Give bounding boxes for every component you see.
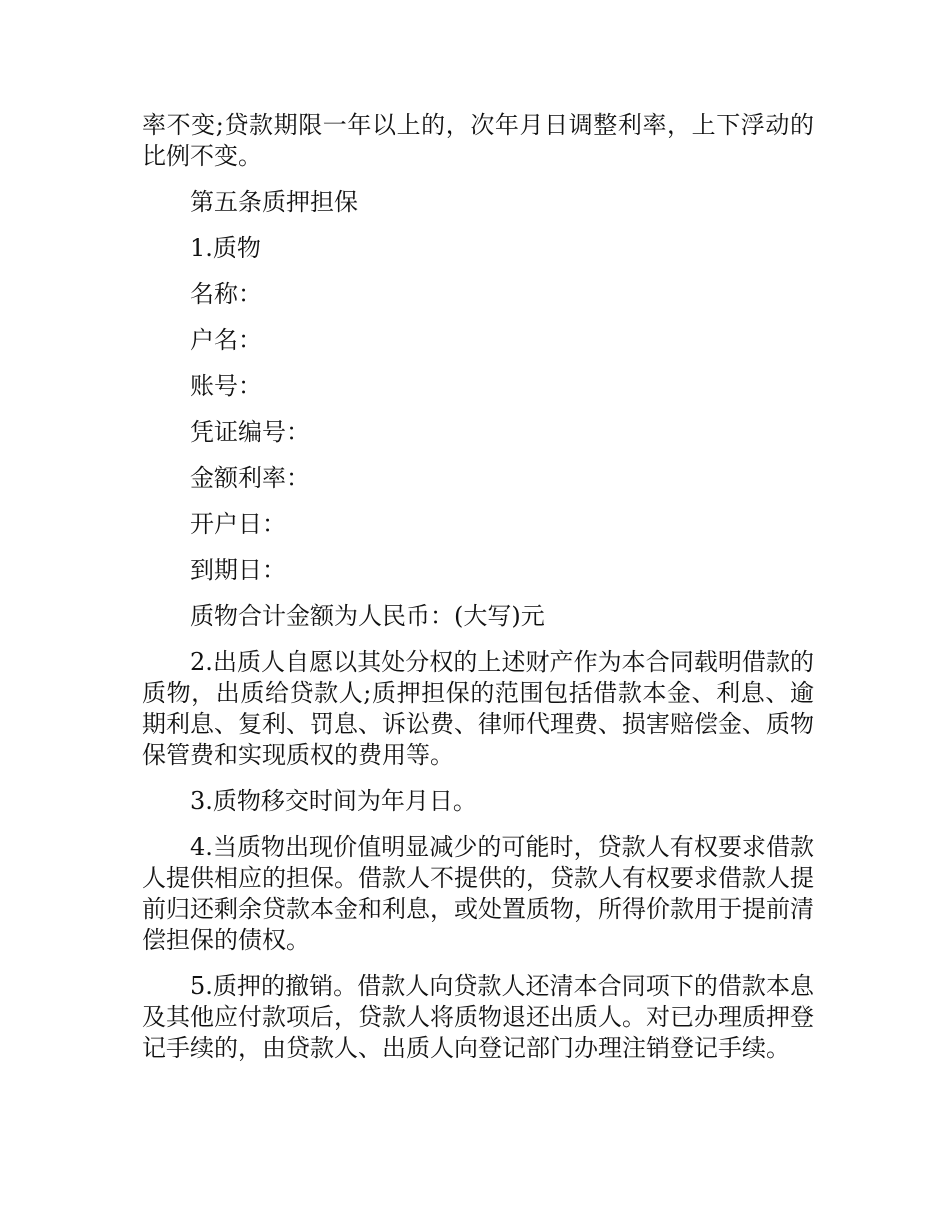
field-name: 名称：	[190, 280, 262, 308]
field-amount-rate: 金额利率：	[190, 464, 310, 492]
field-account-name: 户名：	[190, 326, 262, 354]
item-pledge-revocation: 5.质押的撤销。借款人向贷款人还清本合同项下的借款本息及其他应付款项后，贷款人将质物退还出质人。对已办理质押登记手续的，由贷款人、出质人向登记部门办理注销登记手续。	[142, 972, 814, 1062]
section-heading-article-5: 第五条质押担保	[190, 188, 358, 216]
item-value-decrease: 4.当质物出现价值明显减少的可能时，贷款人有权要求借款人提供相应的担保。借款人不提供的，贷款人有权要求借款人提前归还剩余贷款本金和利息，或处置质物，所得价款用于提前清偿担保的债权。	[142, 833, 814, 954]
field-total-amount: 质物合计金额为人民币：(大写)元	[190, 602, 545, 630]
item-pledge-goods: 1.质物	[190, 234, 261, 262]
item-transfer-time: 3.质物移交时间为年月日。	[190, 787, 477, 815]
field-account-number: 账号：	[190, 372, 262, 400]
field-open-date: 开户日：	[190, 510, 286, 538]
document-page	[142, 110, 814, 1079]
paragraph-continuation: 率不变;贷款期限一年以上的，次年月日调整利率，上下浮动的比例不变。	[142, 111, 814, 170]
item-pledge-scope: 2.出质人自愿以其处分权的上述财产作为本合同载明借款的质物，出质给贷款人;质押担保的范围包括借款本金、利息、逾期利息、复利、罚息、诉讼费、律师代理费、损害赔偿金、质物保管费和实现质权的费用等。	[142, 648, 814, 769]
field-due-date: 到期日：	[190, 556, 286, 584]
field-voucher-number: 凭证编号：	[190, 418, 310, 446]
